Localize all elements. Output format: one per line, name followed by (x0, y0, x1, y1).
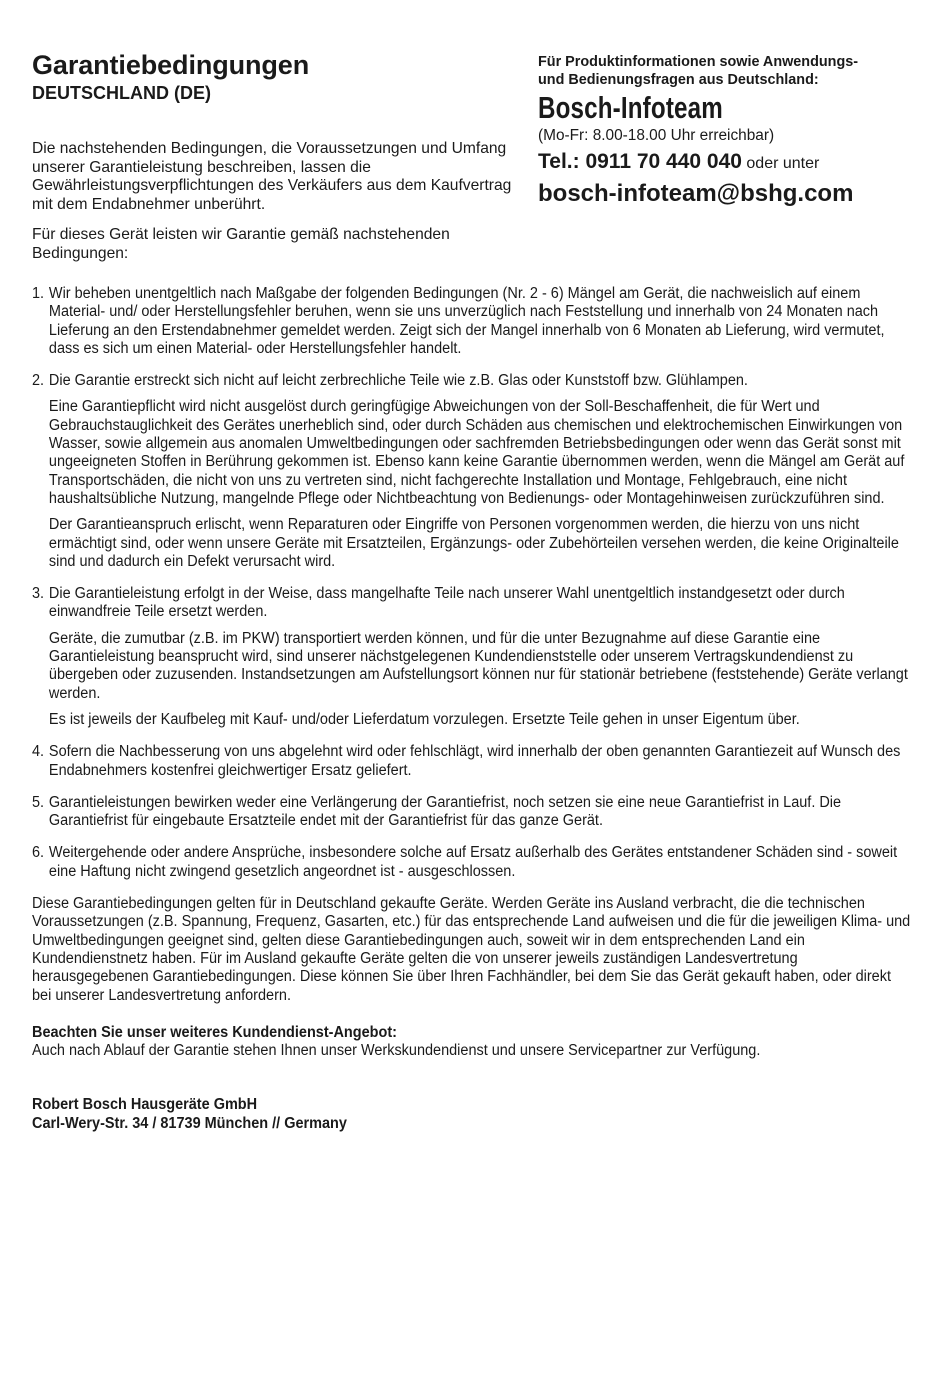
condition-paragraph: Geräte, die zumutbar (z.B. im PKW) transportiert werden können, und für die unter Bezugnahme auf diese Garantie eine Garantieleistung beansprucht wird, sind unserer nächstgelegenen Kundendienststelle oder unserem Vertragskundendienst zu übergeben oder zuzusenden. Instandsetzungen am Aufstellungsort können nur für stationär betriebene (feststehende) Geräte verlangt werden. (48, 629, 908, 702)
condition-item (32, 844, 912, 881)
condition-item (32, 743, 912, 780)
service-offer-heading: Beachten Sie unser weiteres Kundendienst-Angebot: (32, 1023, 397, 1041)
condition-paragraph: Es ist jeweils der Kaufbeleg mit Kauf- und/oder Lieferdatum vorzulegen. Ersetzte Teile gehen in unser Eigentum über. (48, 710, 800, 728)
condition-number: 6. (32, 844, 45, 862)
phone-number[interactable]: Tel.: 0911 70 440 040 (538, 150, 742, 173)
intro-section (32, 140, 512, 263)
condition-paragraph: Die Garantieleistung erfolgt in der Weise, dass mangelhafte Teile nach unserer Wahl unentgeltlich instandgesetzt oder durch einwandfreie Teile ersetzt werden. (48, 585, 845, 621)
condition-paragraph: Sofern die Nachbesserung von uns abgelehnt wird oder fehlschlägt, wird innerhalb der oben genannten Garantiezeit auf Wunsch des Endabnehmers kostenfrei gleichwertiger Ersatz geliefert. (48, 743, 901, 779)
company-address: Carl-Wery-Str. 34 / 81739 München // Germany (32, 1114, 347, 1132)
conditions-list (32, 285, 912, 1133)
phone-suffix: oder unter (746, 155, 820, 172)
condition-item (32, 372, 912, 571)
contact-box (538, 53, 938, 209)
contact-email-link[interactable]: bosch-infoteam@bshg.com (538, 180, 854, 207)
contact-phone (538, 149, 938, 177)
condition-number: 1. (32, 285, 45, 302)
condition-paragraph: Der Garantieanspruch erlischt, wenn Reparaturen oder Eingriffe von Personen vorgenommen werden, die hierzu von uns nicht ermächtigt sind, oder wenn unsere Geräte mit Ersatzteilen, Ergänzungs- oder Zubehörteilen versehen werden, die keine Originalteile sind und dadurch ein Defekt verursacht wird. (48, 516, 899, 570)
intro-paragraph: Die nachstehenden Bedingungen, die Voraussetzungen und Umfang unserer Garantieleistung beschreiben, lassen die Gewährleistungsverpflichtungen des Verkäufers aus dem Kaufvertrag mit dem Endabnehmer unberührt. (32, 140, 512, 213)
service-offer-section (32, 1024, 912, 1061)
company-name: Robert Bosch Hausgeräte GmbH (32, 1096, 258, 1114)
condition-paragraph: Eine Garantiepflicht wird nicht ausgelöst durch geringfügige Abweichungen von der Soll-Beschaffenheit, die für Wert und Gebrauchstauglichkeit des Gerätes unerheblich sind, oder durch Schäden aus chemischen und elektrochemischen Einwirkungen von Wasser, sowie allgemein aus anomalen Umweltbedingungen oder sachfremden Betriebsbedingungen oder wenn das Gerät sonst mit ungeeigneten Stoffen in Berührung gekommen ist. Ebenso kann keine Garantie übernommen werden, wenn die Mängel am Gerät auf Transportschäden, die nicht von uns zu vertreten sind, nicht fachgerechte Installation und Montage, Fehlgebrauch, eine nicht haushaltsübliche Nutzung, mangelnde Pflege oder Nichtbeachtung von Bedienungs- oder Montagehinweisen zurückzuführen sind. (48, 398, 905, 507)
condition-number: 4. (32, 743, 45, 761)
condition-item (32, 794, 912, 831)
document-subtitle: DEUTSCHLAND (DE) (32, 83, 211, 103)
intro-paragraph: Für dieses Gerät leisten wir Garantie gemäß nachstehenden Bedingungen: (32, 226, 450, 262)
condition-item (32, 285, 912, 358)
condition-paragraph: Weitergehende oder andere Ansprüche, insbesondere solche auf Ersatz außerhalb des Gerätes entstandener Schäden sind - soweit eine Haftung nicht zwingend gesetzlich angeordnet ist - ausgeschlossen. (48, 844, 898, 880)
infoteam-name: Bosch-Infoteam (538, 90, 723, 125)
condition-number: 2. (32, 372, 45, 390)
closing-section (32, 895, 912, 1005)
document-title: Garantiebedingungen (32, 50, 310, 80)
closing-paragraph: Diese Garantiebedingungen gelten für in Deutschland gekaufte Geräte. Werden Geräte ins Ausland verbracht, die die technischen Voraussetzungen (z.B. Spannung, Frequenz, Gasarten, etc.) für das entsprechende Land aufweisen und die für die jeweiligen Klima- und Umweltbedingungen geeignet sind, gelten diese Garantiebedingungen auch, soweit wir in dem entsprechenden Land ein Kundendienstnetz haben. Für im Ausland gekaufte Geräte gelten die von unserer jeweils zuständigen Landesvertretung herausgegebenen Garantiebedingungen. Diese können Sie über Ihren Fachhändler, bei dem Sie das Gerät gekauft haben, oder direkt bei unserer Landesvertretung anfordern. (32, 895, 911, 1004)
condition-number: 3. (32, 585, 45, 603)
condition-paragraph: Die Garantie erstreckt sich nicht auf leicht zerbrechliche Teile wie z.B. Glas oder Kunststoff bzw. Glühlampen. (48, 372, 748, 390)
condition-paragraph: Garantieleistungen bewirken weder eine Verlängerung der Garantiefrist, noch setzen sie eine neue Garantiefrist in Lauf. Die Garantiefrist für eingebaute Ersatzteile endet mit der Garantiefrist für das ganze Gerät. (48, 793, 842, 830)
condition-paragraph: Wir beheben unentgeltlich nach Maßgabe der folgenden Bedingungen (Nr. 2 - 6) Mängel am Gerät, die nachweislich auf einem Material- und/ oder Herstellungsfehler beruhen, wenn sie uns unverzüglich nach Feststellung und innerhalb von 24 Monaten nach Lieferung an den Erstendabnehmer gemeldet werden. Zeigt sich der Mangel innerhalb von 6 Monaten ab Lieferung, wird vermutet, dass es sich um einen Material- oder Herstellungsfehler handelt. (48, 285, 885, 357)
condition-number: 5. (32, 793, 45, 811)
contact-lead-line: Für Produktinformationen sowie Anwendungs- (538, 54, 859, 70)
contact-hours: (Mo-Fr: 8.00-18.00 Uhr erreichbar) (538, 127, 775, 144)
condition-item (32, 585, 912, 729)
contact-lead-line: und Bedienungsfragen aus Deutschland: (538, 72, 819, 88)
company-address-block (32, 1096, 912, 1133)
document-header (32, 48, 512, 275)
service-offer-text: Auch nach Ablauf der Garantie stehen Ihnen unser Werkskundendienst und unsere Servicepartner zur Verfügung. (32, 1042, 761, 1060)
